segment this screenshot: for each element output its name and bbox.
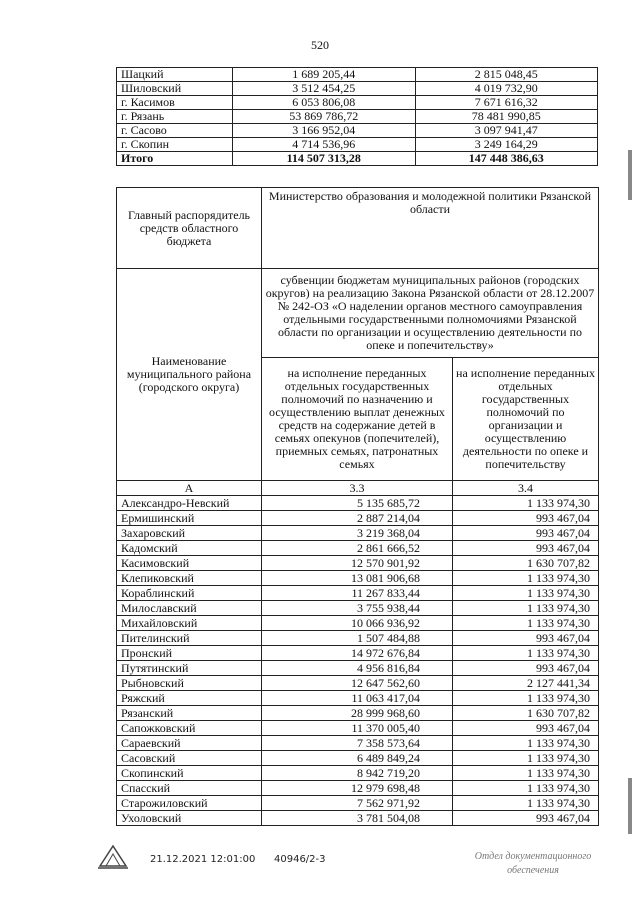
district-name: Александро-Невский (117, 496, 262, 511)
value-col3-3: 11 267 833,44 (262, 586, 453, 601)
value-col2: 4 019 732,90 (415, 82, 598, 96)
table-row (117, 511, 599, 526)
subvention-table (116, 187, 599, 826)
value-col3-4: 1 133 974,30 (453, 586, 599, 601)
value-col3-3: 11 370 005,40 (262, 721, 453, 736)
district-name: Кораблинский (117, 586, 262, 601)
total-row (117, 152, 598, 166)
district-name: Шиловский (117, 82, 233, 96)
table-row (117, 751, 599, 766)
table-row (117, 110, 598, 124)
table-row (117, 96, 598, 110)
value-col3-3: 1 507 484,88 (262, 631, 453, 646)
value-col3-3: 11 063 417,04 (262, 691, 453, 706)
value-col1: 4 714 536,96 (233, 138, 416, 152)
value-col1: 6 053 806,08 (233, 96, 416, 110)
value-col1: 3 512 454,25 (233, 82, 416, 96)
district-name: Спасский (117, 781, 262, 796)
table-row (117, 68, 598, 82)
district-name: Старожиловский (117, 796, 262, 811)
value-col3-3: 4 956 816,84 (262, 661, 453, 676)
district-name: Рязанский (117, 706, 262, 721)
district-name: Милославский (117, 601, 262, 616)
table-row (117, 496, 599, 511)
value-col3-3: 3 219 368,04 (262, 526, 453, 541)
value-col3-3: 7 358 573,64 (262, 736, 453, 751)
total-col1: 114 507 313,28 (233, 152, 416, 166)
value-col3-4: 993 467,04 (453, 661, 599, 676)
value-col1: 1 689 205,44 (233, 68, 416, 82)
table-row (117, 691, 599, 706)
emblem-logo (96, 842, 130, 870)
value-col3-4: 1 133 974,30 (453, 751, 599, 766)
scan-margin-mark (628, 150, 632, 200)
district-name: Ермишинский (117, 511, 262, 526)
district-name: Скопинский (117, 766, 262, 781)
value-col3-4: 993 467,04 (453, 511, 599, 526)
district-name: г. Сасово (117, 124, 233, 138)
stamp-line-2: обеспечения (507, 865, 559, 876)
value-col2: 3 097 941,47 (415, 124, 598, 138)
code-a: А (117, 481, 262, 496)
value-col3-4: 993 467,04 (453, 811, 599, 826)
scan-margin-mark (628, 778, 632, 834)
value-col3-3: 10 066 936,92 (262, 616, 453, 631)
value-col3-3: 28 999 968,60 (262, 706, 453, 721)
value-col2: 3 249 164,29 (415, 138, 598, 152)
total-col2: 147 448 386,63 (415, 152, 598, 166)
value-col3-4: 1 133 974,30 (453, 646, 599, 661)
district-name: Касимовский (117, 556, 262, 571)
table-row (117, 586, 599, 601)
table-row (117, 138, 598, 152)
gr-value-cell: Министерство образования и молодежной политики Рязанской области (262, 188, 599, 269)
table-row (117, 646, 599, 661)
district-name: Сапожковский (117, 721, 262, 736)
value-col3-4: 1 133 974,30 (453, 766, 599, 781)
top-summary-table (116, 67, 598, 166)
table-row (117, 721, 599, 736)
district-name: Шацкий (117, 68, 233, 82)
value-col3-4: 1 133 974,30 (453, 601, 599, 616)
value-col3-3: 5 135 685,72 (262, 496, 453, 511)
table-row (117, 781, 599, 796)
value-col1: 53 869 786,72 (233, 110, 416, 124)
table-row (117, 616, 599, 631)
value-col3-3: 8 942 719,20 (262, 766, 453, 781)
value-col3-4: 1 133 974,30 (453, 496, 599, 511)
district-name: Михайловский (117, 616, 262, 631)
value-col3-3: 12 979 698,48 (262, 781, 453, 796)
value-col3-4: 1 133 974,30 (453, 691, 599, 706)
code-3: 3.3 (262, 481, 453, 496)
page-number: 520 (311, 38, 329, 52)
registry-stamp (448, 850, 618, 878)
value-col2: 7 671 616,32 (415, 96, 598, 110)
district-name: Кадомский (117, 541, 262, 556)
footer-doc-number: 40946/2-3 (274, 854, 326, 865)
footer-datetime: 21.12.2021 12:01:00 (150, 854, 256, 865)
value-col3-3: 14 972 676,84 (262, 646, 453, 661)
col3-header: на исполнение переданных отдельных государственных полномочий по назначению и осуществлению выплат денежных средств на содержание детей в семьях опекунов (попечителей), приемных семьях, патронатных семьях (262, 358, 453, 481)
district-name: Рыбновский (117, 676, 262, 691)
value-col3-3: 12 647 562,60 (262, 676, 453, 691)
value-col3-4: 1 133 974,30 (453, 736, 599, 751)
name-label-cell: Наименование муниципального района (городского округа) (117, 269, 262, 481)
value-col3-4: 1 133 974,30 (453, 796, 599, 811)
table-row (117, 526, 599, 541)
table-row (117, 706, 599, 721)
value-col1: 3 166 952,04 (233, 124, 416, 138)
value-col2: 2 815 048,45 (415, 68, 598, 82)
code-4: 3.4 (453, 481, 599, 496)
value-col3-3: 7 562 971,92 (262, 796, 453, 811)
table-row (117, 82, 598, 96)
stamp-line-1: Отдел документационного (474, 851, 592, 862)
value-col3-4: 1 630 707,82 (453, 556, 599, 571)
value-col3-4: 1 133 974,30 (453, 571, 599, 586)
table-row (117, 766, 599, 781)
table-row (117, 556, 599, 571)
value-col3-4: 993 467,04 (453, 526, 599, 541)
table-row (117, 601, 599, 616)
table-row (117, 571, 599, 586)
value-col3-4: 1 133 974,30 (453, 781, 599, 796)
value-col3-3: 3 781 504,08 (262, 811, 453, 826)
table-row (117, 541, 599, 556)
district-name: Сасовский (117, 751, 262, 766)
district-name: Пителинский (117, 631, 262, 646)
district-name: Ухоловский (117, 811, 262, 826)
value-col3-3: 12 570 901,92 (262, 556, 453, 571)
table-row (117, 736, 599, 751)
district-name: Клепиковский (117, 571, 262, 586)
district-name: г. Рязань (117, 110, 233, 124)
table-row (117, 124, 598, 138)
district-name: Сараевский (117, 736, 262, 751)
value-col3-4: 1 630 707,82 (453, 706, 599, 721)
district-name: г. Скопин (117, 138, 233, 152)
total-label: Итого (117, 152, 233, 166)
district-name: Путятинский (117, 661, 262, 676)
value-col2: 78 481 990,85 (415, 110, 598, 124)
table-row (117, 811, 599, 826)
value-col3-3: 6 489 849,24 (262, 751, 453, 766)
district-name: Захаровский (117, 526, 262, 541)
col4-header: на исполнение переданных отдельных государственных полномочий по организации и осуществлению деятельности по опеке и попечительству (453, 358, 599, 481)
value-col3-3: 2 861 666,52 (262, 541, 453, 556)
gr-label-cell: Главный распорядитель средств областного бюджета (117, 188, 262, 269)
district-name: Пронский (117, 646, 262, 661)
value-col3-4: 993 467,04 (453, 631, 599, 646)
table-row (117, 661, 599, 676)
value-col3-4: 993 467,04 (453, 721, 599, 736)
value-col3-3: 2 887 214,04 (262, 511, 453, 526)
value-col3-4: 993 467,04 (453, 541, 599, 556)
value-col3-4: 1 133 974,30 (453, 616, 599, 631)
value-col3-3: 3 755 938,44 (262, 601, 453, 616)
table-row (117, 631, 599, 646)
district-name: г. Касимов (117, 96, 233, 110)
value-col3-4: 2 127 441,34 (453, 676, 599, 691)
value-col3-3: 13 081 906,68 (262, 571, 453, 586)
table-row (117, 796, 599, 811)
district-name: Ряжский (117, 691, 262, 706)
table-row (117, 676, 599, 691)
subvention-header: субвенции бюджетам муниципальных районов (городских округов) на реализацию Закона Рязанской области от 28.12.2007 № 242-ОЗ «О наделении органов местного самоуправления отдельными государственными полномочиями Рязанской области по организации и осуществлению деятельности по опеке и попечительству» (262, 269, 599, 358)
